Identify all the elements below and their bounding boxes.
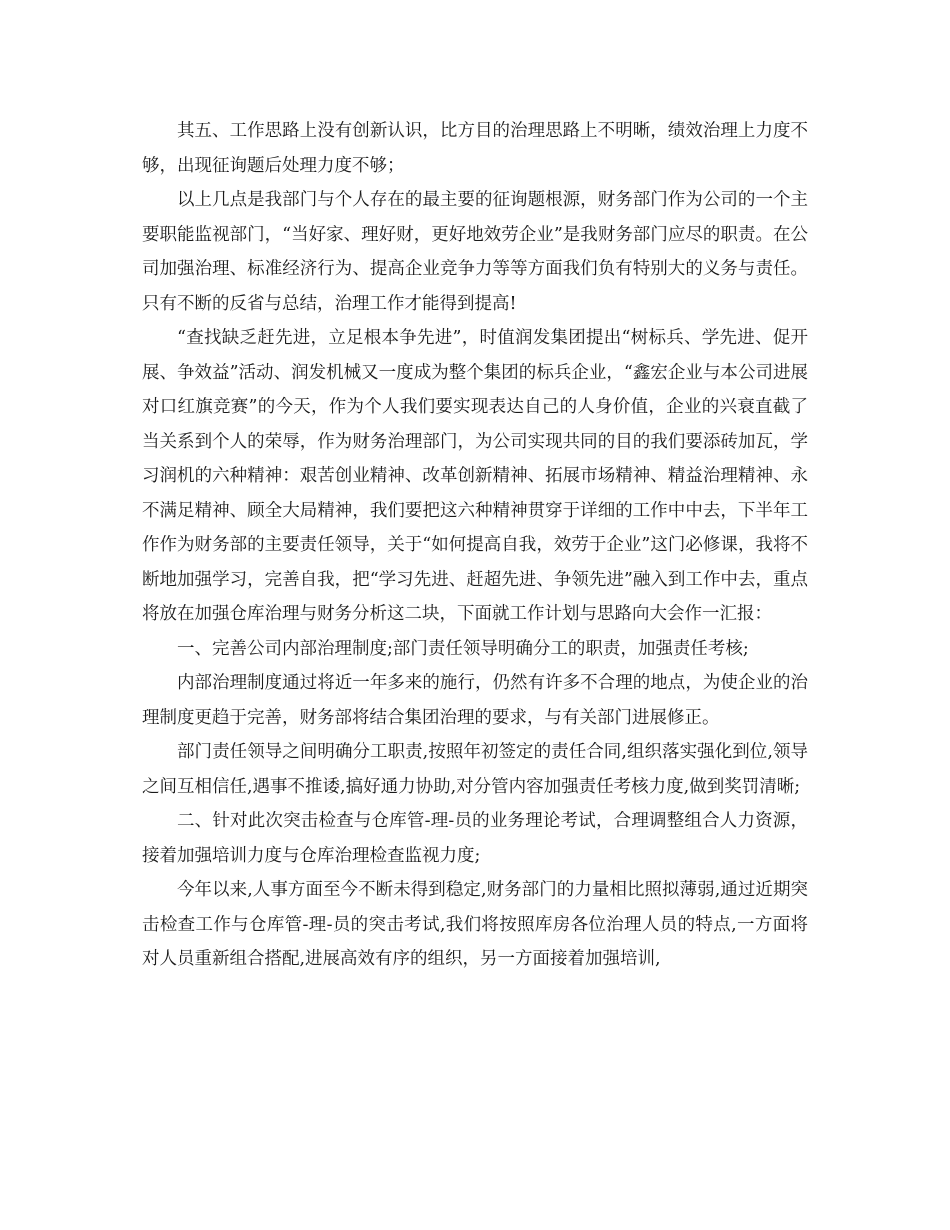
paragraph-7: 二、针对此次突击检查与仓库管-理-员的业务理论考试，合理调整组合人力资源，接着加强培训力度与仓库治理检查监视力度; xyxy=(142,811,808,866)
paragraph-6: 部门责任领导之间明确分工职责,按照年初签定的责任合同,组织落实强化到位,领导之间互相信任,遇事不推诿,搞好通力协助,对分管内容加强责任考核力度,做到奖罚清晰; xyxy=(142,742,808,797)
paragraph-8: 今年以来,人事方面至今不断未得到稳定,财务部门的力量相比照拟薄弱,通过近期突击检查工作与仓库管-理-员的突击考试,我们将按照库房各位治理人员的特点,一方面将对人员重新组合搭配,进展高效有序的组织，另一方面接着加强培训, xyxy=(142,880,808,969)
paragraph-4: 一、完善公司内部治理制度;部门责任领导明确分工的职责，加强责任考核; xyxy=(177,638,749,659)
paragraph-3: “查找缺乏赶先进，立足根本争先进”，时值润发集团提出“树标兵、学先进、促开展、争效益”活动、润发机械又一度成为整个集团的标兵企业，“鑫宏企业与本公司进展对口红旗竞赛”的今天，作为个人我们要实现表达自己的人身价值，企业的兴衰直截了当关系到个人的荣辱，作为财务治理部门，为公司实现共同的目的我们要添砖加瓦，学习润机的六种精神：艰苦创业精神、改革创新精神、拓展市场精神、精益治理精神、永不满足精神、顾全大局精神，我们要把这六种精神贯穿于详细的工作中中去，下半年工作作为财务部的主要责任领导，关于“如何提高自我，效劳于企业”这门必修课，我将不断地加强学习，完善自我，把“学习先进、赶超先进、争领先进”融入到工作中去，重点将放在加强仓库治理与财务分析这二块，下面就工作计划与思路向大会作一汇报： xyxy=(142,328,808,624)
paragraph-5: 内部治理制度通过将近一年多来的施行，仍然有许多不合理的地点，为使企业的治理制度更趋于完善，财务部将结合集团治理的要求，与有关部门进展修正。 xyxy=(142,673,808,728)
document-page xyxy=(142,114,808,977)
paragraph-2: 以上几点是我部门与个人存在的最主要的征询题根源，财务部门作为公司的一个主要职能监视部门，“当好家、理好财，更好地效劳企业”是我财务部门应尽的职责。在公司加强治理、标准经济行为、提高企业竞争力等等方面我们负有特别大的义务与责任。只有不断的反省与总结，治理工作才能得到提高! xyxy=(142,190,808,314)
paragraph-1: 其五、工作思路上没有创新认识，比方目的治理思路上不明晰，绩效治理上力度不够，出现征询题后处理力度不够； xyxy=(142,121,808,176)
